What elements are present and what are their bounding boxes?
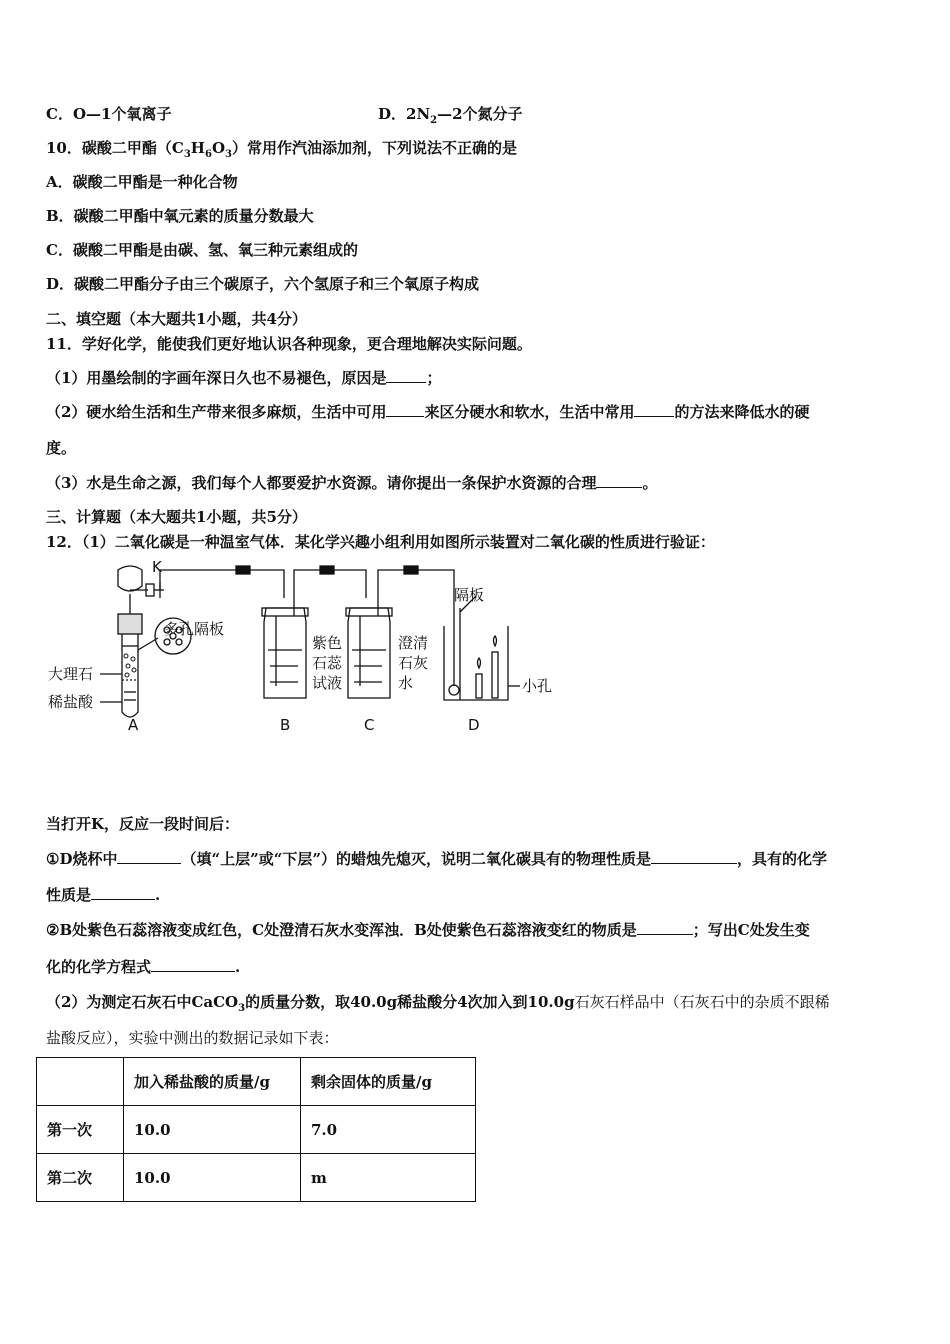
q11-part2-a: （2）硬水给生活和生产带来很多麻烦，生活中可用 — [46, 403, 387, 421]
answer-blank[interactable] — [386, 402, 424, 417]
q12-sub2-c: 化的化学方程式 — [46, 958, 152, 976]
q10-stem-a: 10．碳酸二甲酯（C — [46, 139, 184, 157]
q12-sub2-d: . — [235, 958, 241, 976]
diagram-label-c1: 澄清 — [398, 634, 429, 652]
diagram-label-partition: 隔板 — [454, 586, 485, 604]
diagram-label-c3: 水 — [398, 674, 414, 692]
q10-option-b: B．碳酸二甲酯中氧元素的质量分数最大 — [46, 207, 314, 225]
q11-part1-end: ； — [426, 369, 442, 387]
q12-sub1-c: ，具有的化学 — [736, 850, 827, 868]
q12-sub2-a: ②B处紫色石蕊溶液变成红色，C处澄清石灰水变浑浊．B处使紫色石蕊溶液变红的物质是 — [46, 921, 637, 939]
q12-sub1-b: （填“上层”或“下层”）的蜡烛先熄灭，说明二氧化碳具有的物理性质是 — [181, 850, 651, 868]
q11-part2-continued: 度。 — [46, 439, 77, 457]
q11-stem: 11．学好化学，能使我们更好地认识各种现象，更合理地解决实际问题。 — [46, 335, 532, 353]
q10-sub3: 3 — [225, 149, 232, 160]
section3-heading: 三、计算题（本大题共1小题，共5分） — [46, 508, 307, 526]
q9-option-d-suffix: —2个氮分子 — [437, 105, 523, 123]
table-cell: 第一次 — [37, 1106, 124, 1154]
q12-sub1-continued — [46, 884, 160, 905]
answer-blank[interactable] — [151, 957, 235, 972]
answer-blank[interactable] — [386, 368, 426, 383]
diagram-label-porous: 多孔隔板 — [164, 620, 225, 638]
q12-sub1-a: ①D烧杯中 — [46, 850, 118, 868]
q12-part2-line2: 盐酸反应），实验中测出的数据记录如下表： — [46, 1029, 339, 1047]
table-cell: 10.0 — [124, 1106, 301, 1154]
q10-stem-c: O — [211, 139, 226, 157]
answer-blank[interactable] — [117, 849, 181, 864]
q10-stem — [46, 137, 517, 160]
diagram-label-b2: 石蕊 — [312, 654, 343, 672]
q12-part2-a: （2）为测定石灰石中CaCO — [46, 993, 239, 1011]
table-cell: 7.0 — [301, 1106, 476, 1154]
q12-open-k: 当打开K，反应一段时间后： — [46, 815, 240, 833]
diagram-label-b3: 试液 — [312, 674, 343, 692]
table-row — [37, 1154, 476, 1202]
table-header-cell: 加入稀盐酸的质量/g — [124, 1058, 301, 1106]
q11-part3-end: 。 — [642, 474, 658, 492]
table-header-row — [37, 1058, 476, 1106]
q10-stem-b: H — [190, 139, 205, 157]
diagram-label-d: D — [468, 716, 480, 734]
diagram-label-a: A — [128, 716, 139, 734]
diagram-label-b: B — [280, 716, 291, 734]
answer-blank[interactable] — [634, 402, 674, 417]
data-table — [36, 1057, 476, 1202]
q11-part2-c: 的方法来降低水的硬 — [674, 403, 810, 421]
q9-option-d — [378, 103, 523, 126]
q11-part1 — [46, 367, 441, 388]
q10-option-a: A．碳酸二甲酯是一种化合物 — [46, 173, 238, 191]
q10-option-d: D．碳酸二甲酯分子由三个碳原子，六个氢原子和三个氧原子构成 — [46, 275, 480, 293]
q10-stem-d: ）常用作汽油添加剂，下列说法不正确的是 — [232, 139, 518, 157]
table-cell: 10.0 — [124, 1154, 301, 1202]
q12-part2-b: 的质量分数，取40.0g稀盐酸分4次加入到10.0g — [245, 993, 575, 1011]
diagram-label-c2: 石灰 — [398, 654, 429, 672]
q11-part2 — [46, 401, 809, 422]
q10-sub2: 6 — [204, 149, 212, 160]
q10-option-c: C．碳酸二甲酯是由碳、氢、氧三种元素组成的 — [46, 241, 358, 259]
answer-blank[interactable] — [651, 849, 737, 864]
q12-part2-sub: 3 — [238, 1003, 246, 1014]
section2-heading: 二、填空题（本大题共1小题，共4分） — [46, 310, 307, 328]
answer-blank[interactable] — [596, 473, 642, 488]
co2-apparatus-diagram — [40, 556, 560, 746]
answer-blank[interactable] — [637, 920, 693, 935]
table-cell: 第二次 — [37, 1154, 124, 1202]
q9-option-c — [46, 103, 171, 124]
q11-part3 — [46, 472, 657, 493]
q12-sub1-e: . — [155, 886, 161, 904]
q9-option-d-sub: 2 — [430, 115, 438, 126]
diagram-label-marble: 大理石 — [48, 665, 94, 683]
q12-part2-line1 — [46, 991, 830, 1014]
answer-blank[interactable] — [91, 885, 155, 900]
table-row — [37, 1106, 476, 1154]
q11-part2-b: 来区分硬水和软水，生活中常用 — [424, 403, 635, 421]
table-cell: m — [301, 1154, 476, 1202]
q9-option-c-text: C．O—1个氧离子 — [46, 105, 172, 123]
q12-part2-c: 石灰石样品中（石灰石中的杂质不跟稀 — [574, 993, 830, 1011]
diagram-label-acid: 稀盐酸 — [48, 693, 94, 711]
q12-sub1-d: 性质是 — [46, 886, 92, 904]
q10-sub1: 3 — [183, 149, 191, 160]
q11-part1-text: （1）用墨绘制的字画年深日久也不易褪色，原因是 — [46, 369, 387, 387]
q12-sub1 — [46, 848, 827, 869]
q11-part3-text: （3）水是生命之源，我们每个人都要爱护水资源。请你提出一条保护水资源的合理 — [46, 474, 597, 492]
q12-stem: 12．（1）二氧化碳是一种温室气体．某化学兴趣小组利用如图所示装置对二氧化碳的性质进行验证： — [46, 533, 715, 551]
diagram-label-c: C — [364, 716, 375, 734]
q9-option-d-prefix: D．2N — [378, 105, 431, 123]
q12-sub2-continued — [46, 956, 240, 977]
q12-sub2 — [46, 919, 810, 940]
diagram-label-hole: 小孔 — [522, 677, 553, 695]
diagram-label-b1: 紫色 — [312, 634, 343, 652]
table-header-cell: 剩余固体的质量/g — [301, 1058, 476, 1106]
table-header-cell — [37, 1058, 124, 1106]
q12-sub2-b: ；写出C处发生变 — [692, 921, 810, 939]
diagram-label-k: K — [152, 558, 162, 576]
